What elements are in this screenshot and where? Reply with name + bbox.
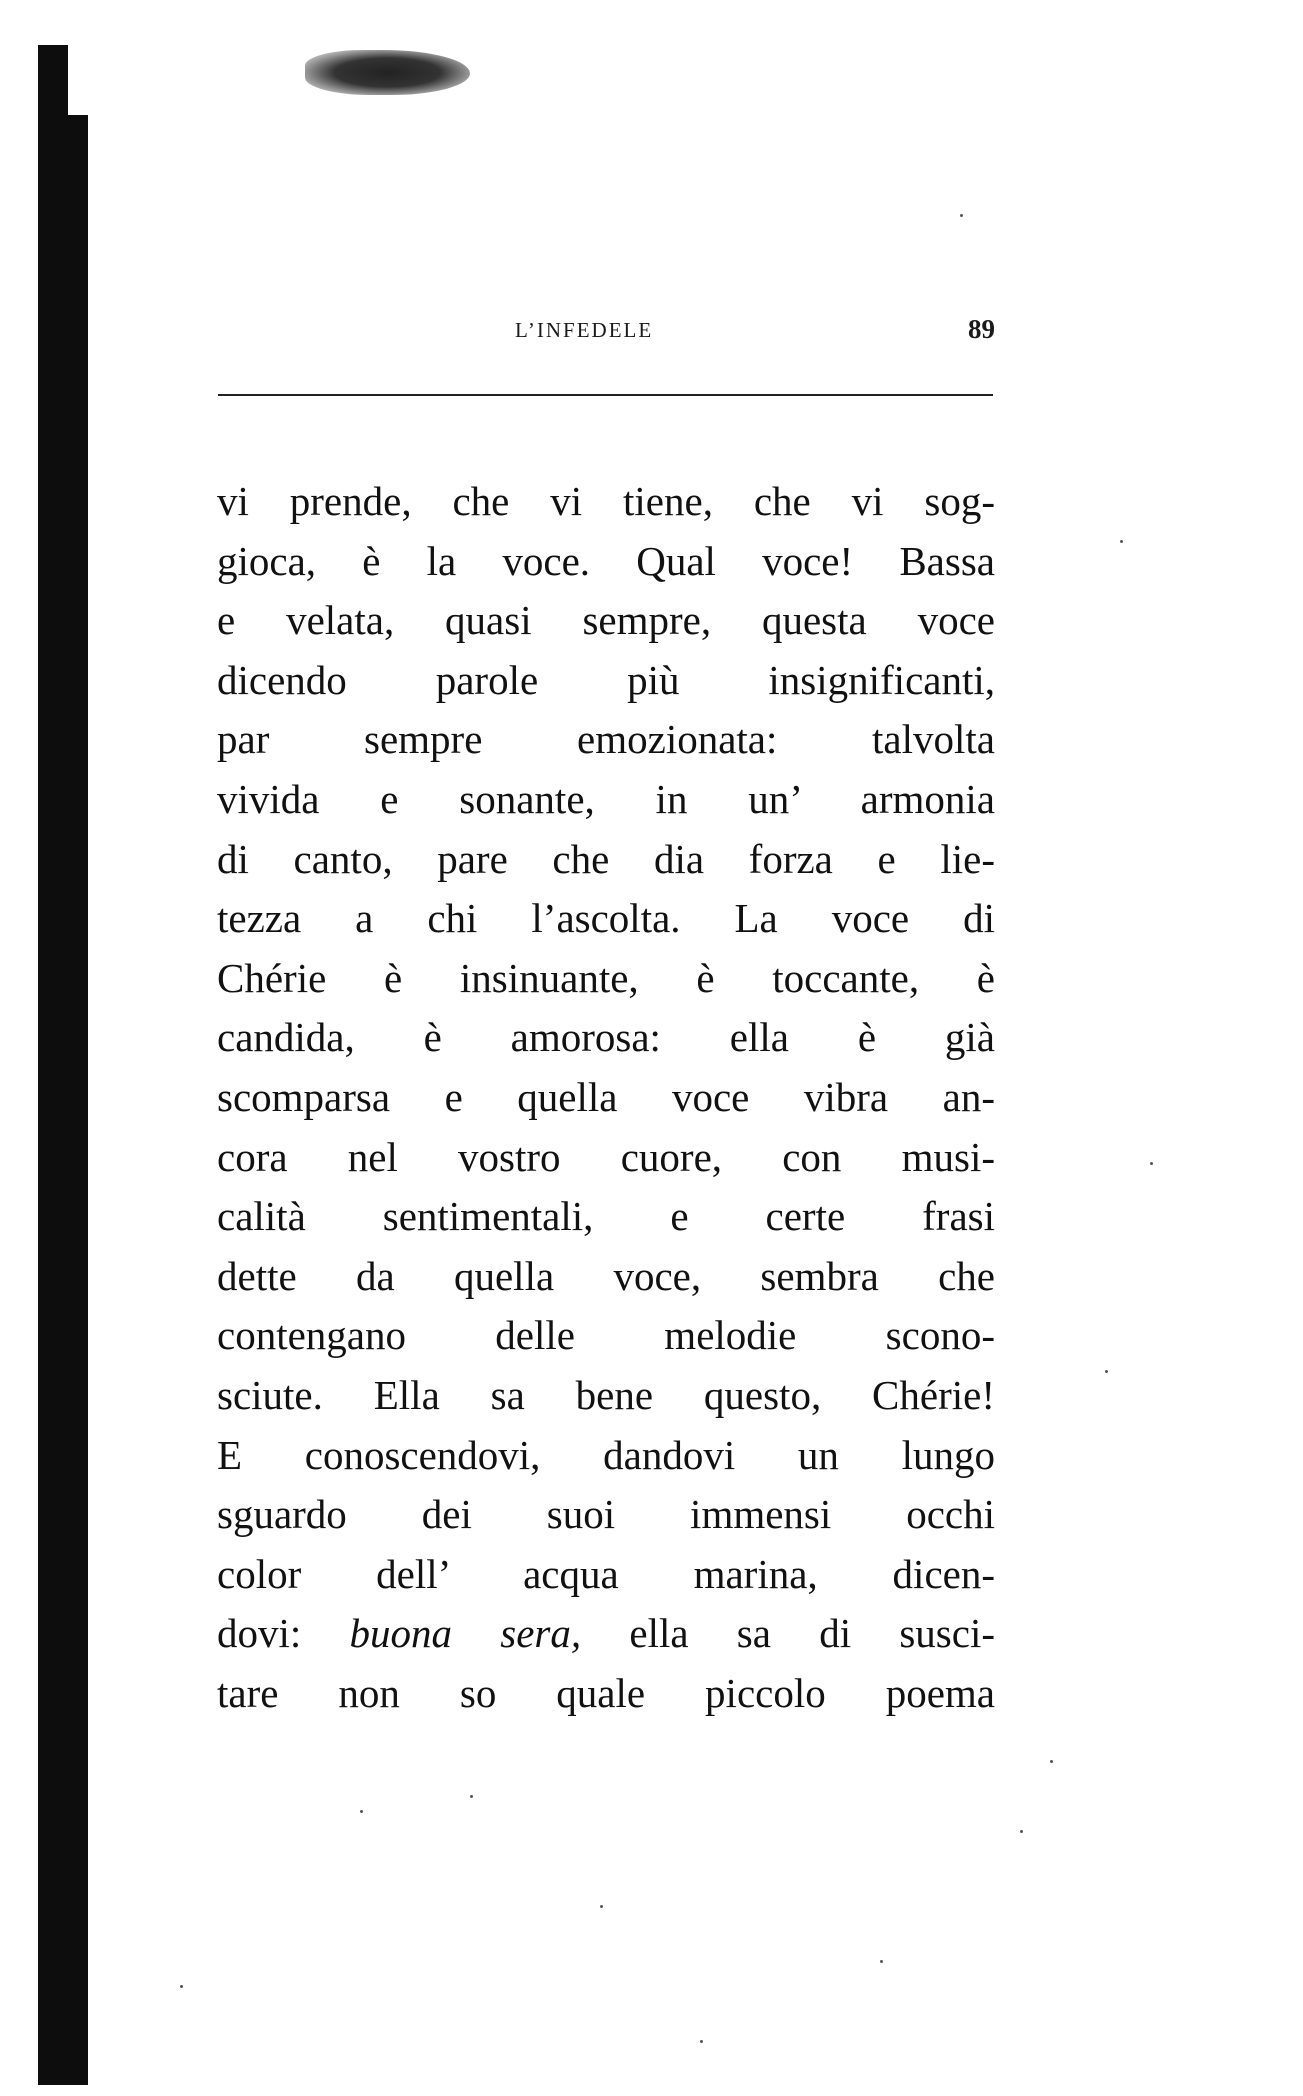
line-segment: ella sa di susci-	[581, 1610, 995, 1657]
text-line: vi prende, che vi tiene, che vi sog-	[217, 478, 995, 524]
text-line: e velata, quasi sempre, questa voce	[217, 597, 995, 644]
text-line: calità sentimentali, e certe frasi	[217, 1193, 995, 1240]
scan-speck	[180, 1985, 183, 1988]
scan-speck	[600, 1905, 603, 1908]
binding-edge	[38, 115, 88, 2085]
text-line: vivida e sonante, in un’ armonia	[217, 775, 995, 822]
text-line: scomparsa e quella voce vibra an-	[217, 1073, 995, 1120]
text-line: contengano delle melodie scono-	[217, 1312, 995, 1359]
scan-speck	[1120, 540, 1123, 543]
page-number: 89	[968, 314, 995, 344]
text-line-final: tare non so quale piccolo poema	[217, 1669, 995, 1716]
text-line: tezza a chi l’ascolta. La voce di	[217, 895, 995, 942]
body-text	[217, 472, 995, 1723]
text-line: par sempre emozionata: talvolta	[217, 716, 995, 763]
scan-speck	[960, 214, 963, 217]
ink-blot	[305, 50, 470, 95]
text-line: sciute. Ella sa bene questo, Chérie!	[217, 1371, 995, 1418]
text-line: candida, è amorosa: ella è già	[217, 1014, 995, 1061]
text-line: E conoscendovi, dandovi un lungo	[217, 1431, 995, 1478]
text-line: dette da quella voce, sembra che	[217, 1252, 995, 1299]
scan-speck	[470, 1795, 473, 1798]
binding-edge-top	[38, 45, 68, 120]
text-line: di canto, pare che dia forza e lie-	[217, 835, 995, 882]
line-segment: dovi:	[217, 1610, 350, 1657]
text-line: sguardo dei suoi immensi occhi	[217, 1491, 995, 1538]
scan-speck	[1150, 1162, 1153, 1165]
text-line-italic-phrase	[217, 1604, 995, 1664]
scan-speck	[1020, 1830, 1023, 1833]
scan-speck	[1050, 1760, 1053, 1763]
text-line: color dell’ acqua marina, dicen-	[217, 1550, 995, 1597]
scan-speck	[360, 1810, 363, 1813]
text-line: gioca, è la voce. Qual voce! Bassa	[217, 537, 995, 584]
scan-speck	[700, 2040, 703, 2043]
text-line: Chérie è insinuante, è toccante, è	[217, 954, 995, 1001]
page-header	[215, 314, 995, 358]
scan-speck	[880, 1960, 883, 1963]
italic-phrase: buona sera,	[349, 1610, 582, 1657]
scan-speck	[1105, 1370, 1108, 1373]
text-line: cora nel vostro cuore, con musi-	[217, 1133, 995, 1180]
text-line: dicendo parole più insignificanti,	[217, 656, 995, 703]
header-rule	[218, 394, 993, 396]
running-title: L’INFEDELE	[515, 318, 654, 342]
